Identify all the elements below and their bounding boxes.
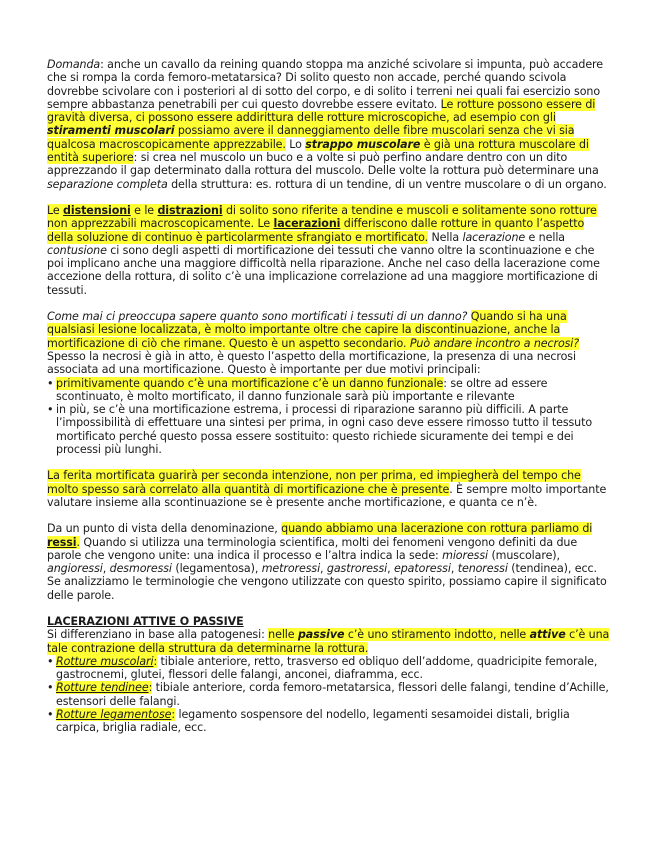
bullet-list: [47, 655, 611, 735]
list-item: • Rotture tendinee: tibiale anteriore, corda femoro-metatarsica, flessori delle falangi, tendine d’Achille, estensori delle falangi.: [47, 681, 611, 708]
paragraph-question: Domanda: anche un cavallo da reining quando stoppa ma anziché scivolare si impunta, può accadere che si rompa la corda femoro-metatarsica? Di solito questo non accade, perché quando scivola dovrebbe scivolare con i posteriori al di sotto del corpo, e di solito i terreni nei quali fai esercizio sono sempre abbastanza penetrabili per cui questo dovrebbe essere evitato. Le rotture possono essere di gravità diversa, ci possono essere addirittura delle rotture microscopiche, ad esempio con gli stiramenti muscolari possiamo avere il danneggiamento delle fibre muscolari senza che vi sia qualcosa macroscopicamente apprezzabile. Lo strappo muscolare è già una rottura muscolare di entità superiore: si crea nel muscolo un buco e a volte si può perfino andare dentro con un dito apprezzando il gap determinato dalla rottura del muscolo. Delle volte la rottura può determinare una separazione completa della struttura: es. rottura di un tendine, di un ventre muscolare o di un organo.: [47, 58, 607, 191]
paragraph-denominazione: Da un punto di vista della denominazione, quando abbiamo una lacerazione con rottura parliamo di ressi. Quando si utilizza una terminologia scientifica, molti dei fenomeni vengono definiti da due parole che vengono unite: una indica il processo e l’altra indica la sede: mioressi (muscolare), angioressi, desmoressi (legamentosa), metroressi, gastroressi, epatoressi, tenoressi (tendinea), ecc. Se analizziamo le terminologie che vengono utilizzate con questo spirito, possiamo capire il significato delle parole.: [47, 522, 607, 602]
highlight: strappo muscolare è già una rottura muscolare di entità superiore: [47, 137, 589, 165]
bullet-list: [47, 377, 611, 457]
highlight: nelle passive c’è uno stiramento indotto, nelle attive c’è una tale contrazione della struttura da determinarne la rottura.: [47, 628, 610, 655]
section-heading: LACERAZIONI ATTIVE O PASSIVE: [47, 614, 244, 628]
section-lacerazioni: LACERAZIONI ATTIVE O PASSIVE Si differenziano in base alla patogenesi: nelle passive c’è uno stiramento indotto, nelle attive c’è una tale contrazione della struttura da determinarne la rottura. • Rotture muscolari: tibiale anteriore, retto, trasverso ed obliquo dell’addome, quadricipite femorale, gastrocnemi, glutei, flessori delle falangi, anconei, diaframma, ecc. • Rotture tendinee: tibiale anteriore, corda femoro-metatarsica, flessori delle falangi, tendine d’Achille, estensori delle falangi. • Rotture legamentose: legamento sospensore del nodello, legamenti sesamoidei distali, briglia carpica, briglia radiale, ecc.: [47, 615, 611, 735]
highlight: Quando si ha una qualsiasi lesione localizzata, è molto importante oltre che capire la discontinuazione, anche la mortificazione di ciò che rimane. Questo è un aspetto secondario. Può andare incontro a necrosi?: [47, 310, 580, 350]
paragraph-ferita: La ferita mortificata guarirà per seconda intenzione, non per prima, ed impiegherà del tempo che molto spesso sarà correlato alla quantità di mortificazione che è presente. È sempre molto importante valutare insieme alla scontinuazione se è presente anche mortificazione, e quanta ce n’è.: [47, 469, 607, 509]
list-item: • in più, se c’è una mortificazione estrema, i processi di riparazione saranno più difficili. A parte l’impossibilità di effettuare una sintesi per prima, in ogni caso deve essere rimosso tutto il tessuto mortificato perché questo possa essere sostituito: questo richiede sicuramente dei tempi e dei processi più lunghi.: [47, 403, 611, 456]
list-item: • Rotture legamentose: legamento sospensore del nodello, legamenti sesamoidei distali, briglia carpica, briglia radiale, ecc.: [47, 708, 611, 735]
paragraph-mortificazione: Come mai ci preoccupa sapere quanto sono mortificati i tessuti di un danno? Quando si ha una qualsiasi lesione localizzata, è molto importante oltre che capire la discontinuazione, anche la mortificazione di ciò che rimane. Questo è un aspetto secondario. Può andare incontro a necrosi? Spesso la necrosi è già in atto, è questo l’aspetto della mortificazione, la presenza di una necrosi associata ad una mortificazione. Questo è importante per due motivi principali: • primitivamente quando c’è una mortificazione c’è un danno funzionale: se oltre ad essere scontinuato, è molto mortificato, il danno funzionale sarà più importante e rilevante • in più, se c’è una mortificazione estrema, i processi di riparazione saranno più difficili. A parte l’impossibilità di effettuare una sintesi per prima, in ogni caso deve essere rimosso tutto il tessuto mortificato perché questo possa essere sostituito: questo richiede sicuramente dei tempi e dei processi più lunghi.: [47, 310, 611, 456]
document-body: [47, 58, 611, 735]
list-item: • Rotture muscolari: tibiale anteriore, retto, trasverso ed obliquo dell’addome, quadricipite femorale, gastrocnemi, glutei, flessori delle falangi, anconei, diaframma, ecc.: [47, 655, 611, 682]
highlight: La ferita mortificata guarirà per seconda intenzione, non per prima, ed impiegherà del tempo che molto spesso sarà correlato alla quantità di mortificazione che è presente: [47, 469, 581, 496]
highlight: Le distensioni e le distrazioni di solito sono riferite a tendine e muscoli e solitamente sono rotture non apprezzabili macroscopicamente. Le lacerazioni differiscono dalle rotture in quanto l’aspetto della soluzione di continuo è particolarmente sfrangiato e mortificato.: [47, 203, 597, 244]
list-item: • primitivamente quando c’è una mortificazione c’è un danno funzionale: se oltre ad essere scontinuato, è molto mortificato, il danno funzionale sarà più importante e rilevante: [47, 377, 611, 404]
paragraph-distensioni: Le distensioni e le distrazioni di solito sono riferite a tendine e muscoli e solitamente sono rotture non apprezzabili macroscopicamente. Le lacerazioni differiscono dalle rotture in quanto l’aspetto della soluzione di continuo è particolarmente sfrangiato e mortificato. Nella lacerazione e nella contusione ci sono degli aspetti di mortificazione dei tessuti che vanno oltre la scontinuazione e che poi implicano anche una maggiore difficoltà nella riparazione. Anche nel caso della lacerazione come accezione della rottura, di solito c’è una implicazione correlazione ad una maggiore mortificazione di tessuti.: [47, 203, 600, 297]
highlight: quando abbiamo una lacerazione con rottura parliamo di ressi.: [47, 522, 593, 549]
highlight: Le rotture possono essere di gravità diversa, ci possono essere addirittura delle rotture microscopiche, ad esempio con gli stiramenti muscolari possiamo avere il danneggiamento delle fibre muscolari senza che vi sia qualcosa macroscopicamente apprezzabile.: [47, 97, 596, 151]
